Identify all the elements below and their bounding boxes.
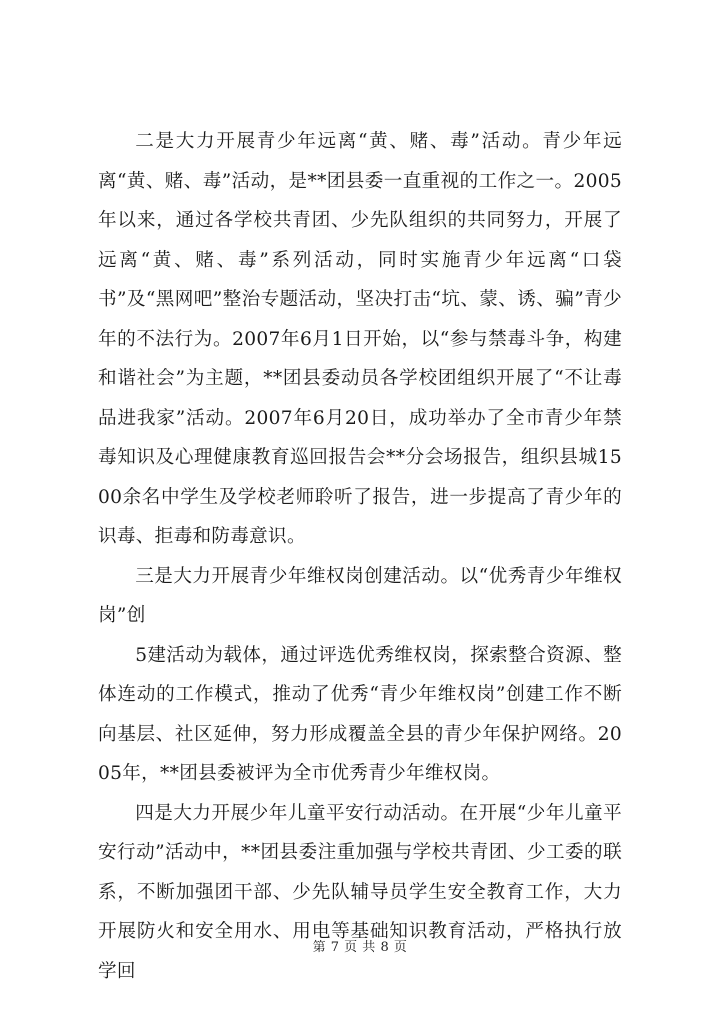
paragraph-4: 四是大力开展少年儿童平安行动活动。在开展“少年儿童平安行动”活动中，**团县委注重加强与学校共青团、少工委的联系，不断加强团干部、少先队辅导员学生安全教育工作，大力开展防火和安全用水、用电等基础知识教育活动，严格执行放学回 — [98, 802, 622, 982]
paragraph-1: 二是大力开展青少年远离“黄、赌、毒”活动。青少年远离“黄、赌、毒”活动，是**团县委一直重视的工作之一。2005年以来，通过各学校共青团、少先队组织的共同努力，开展了远离“黄、赌、毒”系列活动，同时实施青少年远离“口袋书”及“黑网吧”整治专题活动，坚决打击“坑、蒙、诱、骗”青少年的不法行为。2007年6月1日开始，以“参与禁毒斗争，构建和谐社会”为主题，**团县委动员各学校团组织开展了“不让毒品进我家”活动。2007年6月20日，成功举办了全市青少年禁毒知识及心理健康教育巡回报告会**分会场报告，组织县城1500余名中学生及学校老师聆听了报告，进一步提高了青少年的识毒、拒毒和防毒意识。 — [98, 131, 622, 547]
paragraph-2: 三是大力开展青少年维权岗创建活动。以“优秀青少年维权岗”创 — [98, 565, 622, 626]
paragraph-3: 5建活动为载体，通过评选优秀维权岗，探索整合资源、整体连动的工作模式，推动了优秀“青少年维权岗”创建工作不断向基层、社区延伸，努力形成覆盖全县的青少年保护网络。2005年，**团县委被评为全市优秀青少年维权岗。 — [98, 644, 622, 784]
document-body — [98, 122, 622, 991]
page-footer: 第 7 页 共 8 页 — [312, 940, 408, 955]
